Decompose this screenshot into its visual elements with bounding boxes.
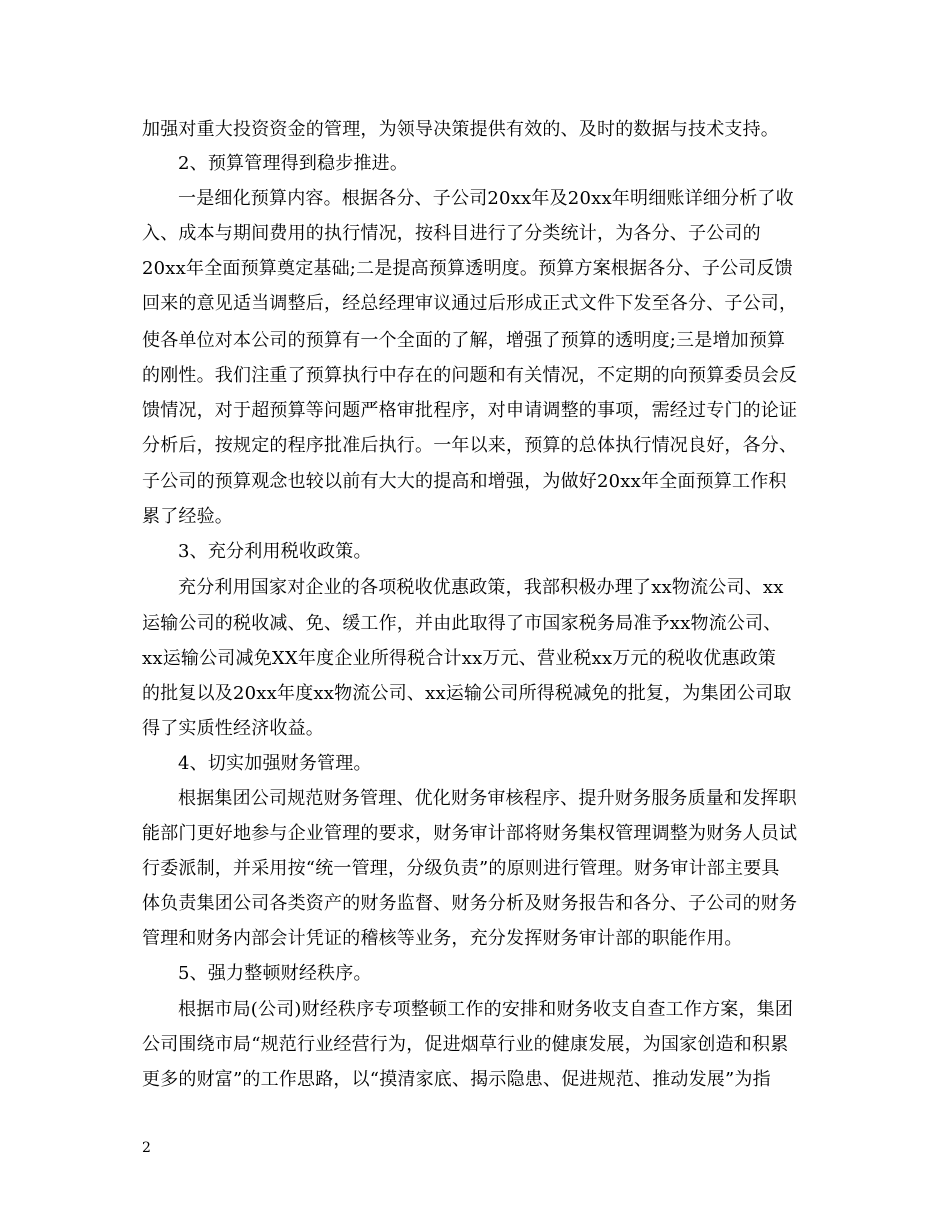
text-line: 使各单位对本公司的预算有一个全面的了解，增强了预算的透明度;三是增加预算 (142, 330, 786, 351)
text-line: 加强对重大投资资金的管理，为领导决策提供有效的、及时的数据与技术支持。 (142, 119, 779, 140)
section-heading: 3、充分利用税收政策。 (178, 541, 372, 562)
text-line: 更多的财富”的工作思路，以“摸清家底、揭示隐患、促进规范、推动发展”为指 (142, 1069, 771, 1090)
text-line: 得了实质性经济收益。 (142, 718, 324, 739)
text-line: 充分利用国家对企业的各项税收优惠政策，我部积极办理了xx物流公司、xx (178, 577, 784, 598)
text-line: 的批复以及20xx年度xx物流公司、xx运输公司所得税减免的批复，为集团公司取 (142, 683, 792, 704)
text-line: 回来的意见适当调整后，经总经理审议通过后形成正式文件下发至各分、子公司， (142, 293, 798, 314)
page-number: 2 (142, 1140, 151, 1156)
text-line: 一是细化预算内容。根据各分、子公司20xx年及20xx年明细账详细分析了收 (178, 188, 794, 209)
section-heading: 4、切实加强财务管理。 (178, 753, 372, 774)
text-line: 公司围绕市局“规范行业经营行为，促进烟草行业的健康发展，为国家创造和积累 (142, 1034, 789, 1055)
text-line: 的刚性。我们注重了预算执行中存在的问题和有关情况，不定期的向预算委员会反 (142, 365, 798, 386)
section-heading: 5、强力整顿财经秩序。 (178, 963, 372, 984)
text-line: 体负责集团公司各类资产的财务监督、财务分析及财务报告和各分、子公司的财务 (142, 893, 798, 914)
text-line: 能部门更好地参与企业管理的要求，财务审计部将财务集权管理调整为财务人员试 (142, 823, 798, 844)
text-line: 行委派制，并采用按“统一管理，分级负责”的原则进行管理。财务审计部主要具 (142, 858, 780, 879)
text-line: 根据市局(公司)财经秩序专项整顿工作的安排和财务收支自查工作方案，集团 (178, 999, 794, 1020)
section-heading: 2、预算管理得到稳步推进。 (178, 153, 409, 174)
text-line: 子公司的预算观念也较以前有大大的提高和增强，为做好20xx年全面预算工作积 (142, 471, 787, 492)
text-line: xx运输公司减免XX年度企业所得税合计xx万元、营业税xx万元的税收优惠政策 (142, 648, 777, 669)
text-line: 累了经验。 (142, 506, 233, 527)
text-line: 运输公司的税收减、免、缓工作，并由此取得了市国家税务局准予xx物流公司、 (142, 613, 782, 634)
text-line: 根据集团公司规范财务管理、优化财务审核程序、提升财务服务质量和发挥职 (178, 788, 797, 809)
text-line: 20xx年全面预算奠定基础;二是提高预算透明度。预算方案根据各分、子公司反馈 (142, 258, 793, 279)
text-line: 分析后，按规定的程序批准后执行。一年以来，预算的总体执行情况良好，各分、 (142, 435, 798, 456)
text-line: 入、成本与期间费用的执行情况，按科目进行了分类统计，为各分、子公司的 (142, 223, 761, 244)
text-line: 馈情况，对于超预算等问题严格审批程序，对申请调整的事项，需经过专门的论证 (142, 400, 798, 421)
text-line: 管理和财务内部会计凭证的稽核等业务，充分发挥财务审计部的职能作用。 (142, 928, 743, 949)
